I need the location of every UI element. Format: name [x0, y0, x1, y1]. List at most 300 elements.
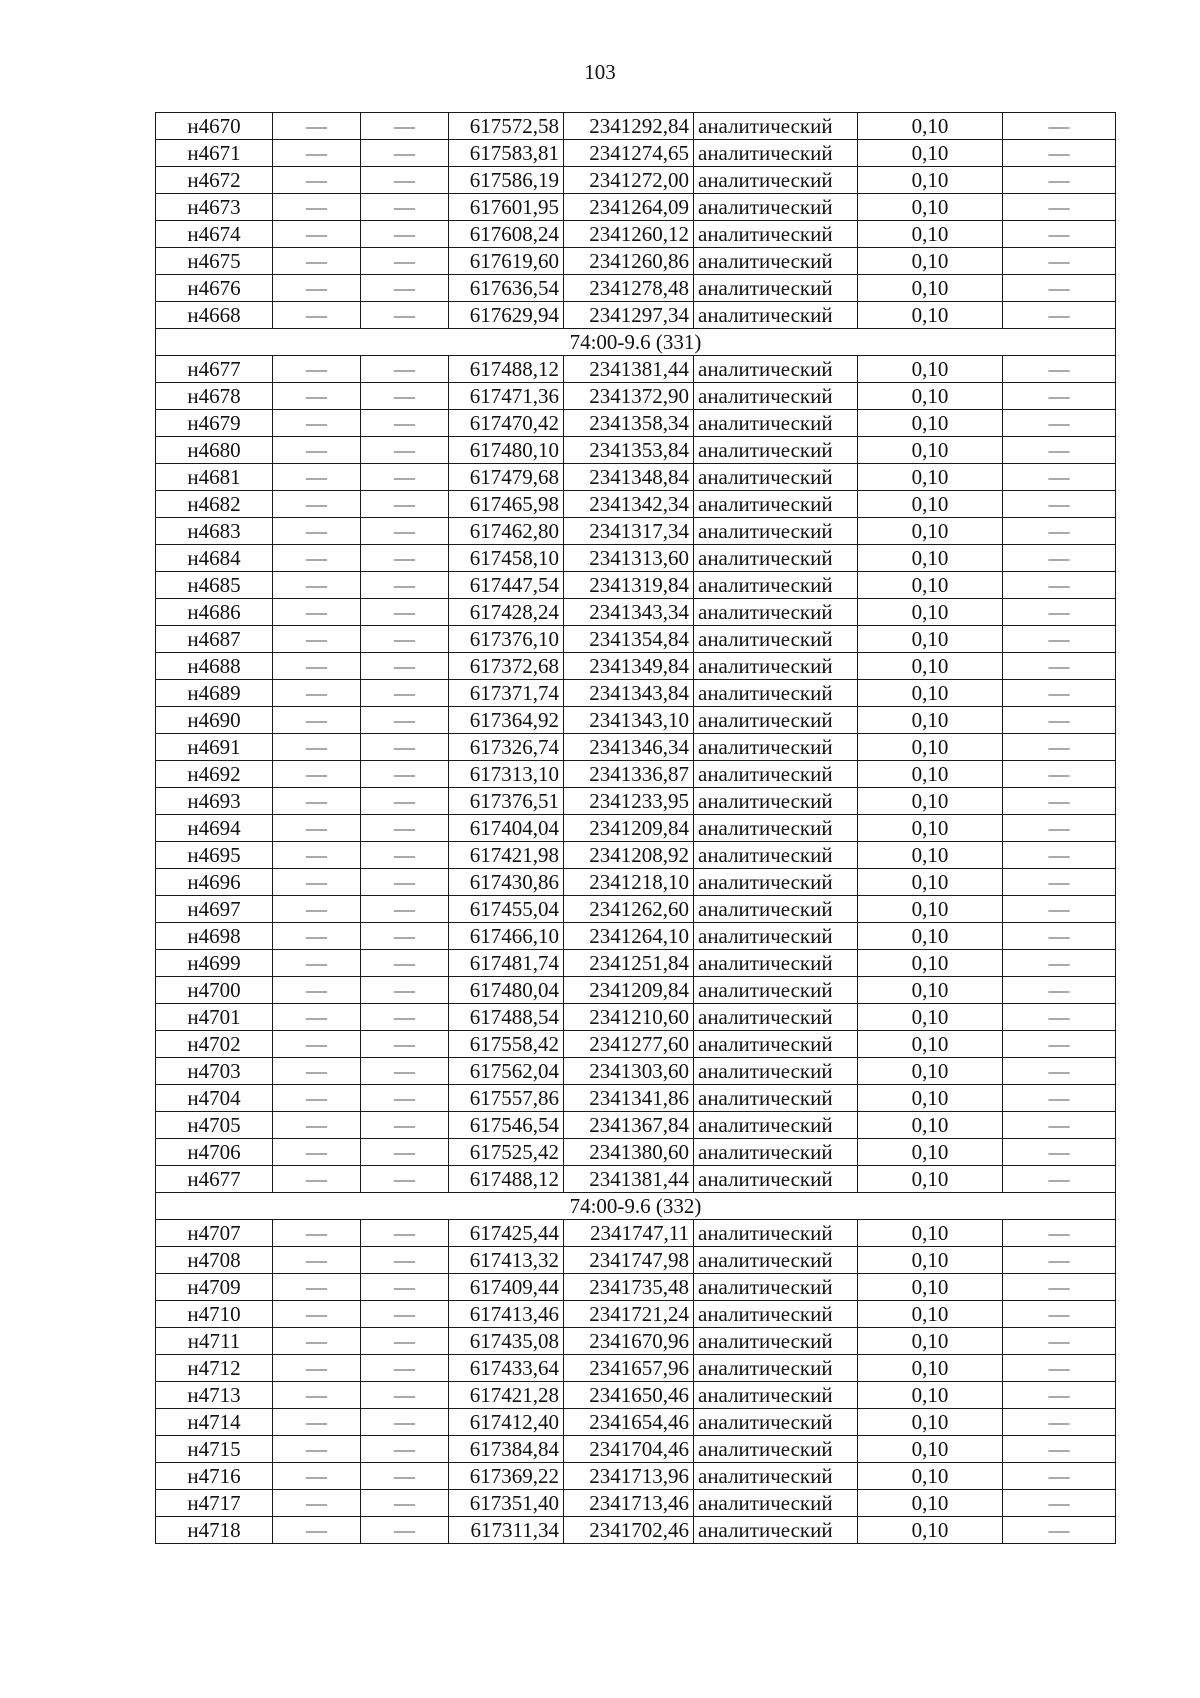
table-row: [156, 1382, 1116, 1409]
table-row: [156, 518, 1116, 545]
y-coordinate-cell: 2341262,60: [564, 896, 694, 923]
table-row: [156, 545, 1116, 572]
point-name-cell: н4677: [156, 1166, 273, 1193]
table-row: [156, 302, 1116, 329]
x-coordinate-cell: 617458,10: [449, 545, 564, 572]
empty-dash-cell: —: [361, 491, 449, 518]
x-coordinate-cell: 617488,54: [449, 1004, 564, 1031]
table-row: [156, 491, 1116, 518]
y-coordinate-cell: 2341277,60: [564, 1031, 694, 1058]
empty-dash-cell: —: [273, 1301, 361, 1328]
point-name-cell: н4681: [156, 464, 273, 491]
x-coordinate-cell: 617421,98: [449, 842, 564, 869]
empty-dash-cell: —: [273, 1220, 361, 1247]
method-cell: аналитический: [694, 302, 858, 329]
empty-dash-cell: —: [273, 491, 361, 518]
empty-dash-cell: —: [361, 599, 449, 626]
empty-dash-cell: —: [1003, 923, 1116, 950]
empty-dash-cell: —: [273, 869, 361, 896]
accuracy-cell: 0,10: [858, 221, 1003, 248]
method-cell: аналитический: [694, 572, 858, 599]
empty-dash-cell: —: [361, 1517, 449, 1544]
x-coordinate-cell: 617558,42: [449, 1031, 564, 1058]
empty-dash-cell: —: [1003, 1247, 1116, 1274]
point-name-cell: н4679: [156, 410, 273, 437]
x-coordinate-cell: 617371,74: [449, 680, 564, 707]
accuracy-cell: 0,10: [858, 1139, 1003, 1166]
empty-dash-cell: —: [1003, 1112, 1116, 1139]
empty-dash-cell: —: [273, 842, 361, 869]
table-row: [156, 1247, 1116, 1274]
accuracy-cell: 0,10: [858, 113, 1003, 140]
point-name-cell: н4674: [156, 221, 273, 248]
x-coordinate-cell: 617525,42: [449, 1139, 564, 1166]
empty-dash-cell: —: [361, 626, 449, 653]
accuracy-cell: 0,10: [858, 680, 1003, 707]
empty-dash-cell: —: [361, 734, 449, 761]
table-row: [156, 1517, 1116, 1544]
method-cell: аналитический: [694, 869, 858, 896]
empty-dash-cell: —: [361, 1274, 449, 1301]
x-coordinate-cell: 617480,04: [449, 977, 564, 1004]
empty-dash-cell: —: [361, 977, 449, 1004]
empty-dash-cell: —: [273, 1031, 361, 1058]
accuracy-cell: 0,10: [858, 707, 1003, 734]
empty-dash-cell: —: [1003, 545, 1116, 572]
accuracy-cell: 0,10: [858, 1004, 1003, 1031]
empty-dash-cell: —: [273, 1463, 361, 1490]
section-header-row: [156, 1193, 1116, 1220]
point-name-cell: н4672: [156, 167, 273, 194]
empty-dash-cell: —: [273, 1517, 361, 1544]
table-row: [156, 842, 1116, 869]
method-cell: аналитический: [694, 491, 858, 518]
y-coordinate-cell: 2341670,96: [564, 1328, 694, 1355]
empty-dash-cell: —: [361, 410, 449, 437]
point-name-cell: н4702: [156, 1031, 273, 1058]
x-coordinate-cell: 617629,94: [449, 302, 564, 329]
empty-dash-cell: —: [1003, 788, 1116, 815]
empty-dash-cell: —: [361, 1004, 449, 1031]
accuracy-cell: 0,10: [858, 626, 1003, 653]
x-coordinate-cell: 617372,68: [449, 653, 564, 680]
empty-dash-cell: —: [361, 1490, 449, 1517]
empty-dash-cell: —: [1003, 842, 1116, 869]
x-coordinate-cell: 617546,54: [449, 1112, 564, 1139]
x-coordinate-cell: 617425,44: [449, 1220, 564, 1247]
point-name-cell: н4704: [156, 1085, 273, 1112]
empty-dash-cell: —: [361, 869, 449, 896]
table-row: [156, 140, 1116, 167]
table-row: [156, 815, 1116, 842]
y-coordinate-cell: 2341747,98: [564, 1247, 694, 1274]
x-coordinate-cell: 617351,40: [449, 1490, 564, 1517]
empty-dash-cell: —: [1003, 1328, 1116, 1355]
method-cell: аналитический: [694, 815, 858, 842]
empty-dash-cell: —: [273, 1328, 361, 1355]
empty-dash-cell: —: [1003, 356, 1116, 383]
table-row: [156, 410, 1116, 437]
empty-dash-cell: —: [273, 167, 361, 194]
y-coordinate-cell: 2341210,60: [564, 1004, 694, 1031]
accuracy-cell: 0,10: [858, 1355, 1003, 1382]
empty-dash-cell: —: [361, 1112, 449, 1139]
method-cell: аналитический: [694, 410, 858, 437]
method-cell: аналитический: [694, 842, 858, 869]
x-coordinate-cell: 617384,84: [449, 1436, 564, 1463]
accuracy-cell: 0,10: [858, 491, 1003, 518]
point-name-cell: н4713: [156, 1382, 273, 1409]
y-coordinate-cell: 2341381,44: [564, 356, 694, 383]
x-coordinate-cell: 617412,40: [449, 1409, 564, 1436]
method-cell: аналитический: [694, 383, 858, 410]
empty-dash-cell: —: [1003, 383, 1116, 410]
method-cell: аналитический: [694, 113, 858, 140]
accuracy-cell: 0,10: [858, 518, 1003, 545]
method-cell: аналитический: [694, 545, 858, 572]
accuracy-cell: 0,10: [858, 977, 1003, 1004]
y-coordinate-cell: 2341233,95: [564, 788, 694, 815]
x-coordinate-cell: 617636,54: [449, 275, 564, 302]
table-row: [156, 437, 1116, 464]
empty-dash-cell: —: [273, 599, 361, 626]
empty-dash-cell: —: [361, 707, 449, 734]
method-cell: аналитический: [694, 1355, 858, 1382]
empty-dash-cell: —: [273, 410, 361, 437]
empty-dash-cell: —: [1003, 1409, 1116, 1436]
empty-dash-cell: —: [1003, 950, 1116, 977]
empty-dash-cell: —: [1003, 1085, 1116, 1112]
empty-dash-cell: —: [361, 1247, 449, 1274]
y-coordinate-cell: 2341702,46: [564, 1517, 694, 1544]
y-coordinate-cell: 2341349,84: [564, 653, 694, 680]
empty-dash-cell: —: [361, 383, 449, 410]
y-coordinate-cell: 2341317,34: [564, 518, 694, 545]
empty-dash-cell: —: [361, 302, 449, 329]
method-cell: аналитический: [694, 1220, 858, 1247]
x-coordinate-cell: 617455,04: [449, 896, 564, 923]
accuracy-cell: 0,10: [858, 1058, 1003, 1085]
empty-dash-cell: —: [361, 464, 449, 491]
point-name-cell: н4691: [156, 734, 273, 761]
accuracy-cell: 0,10: [858, 1085, 1003, 1112]
x-coordinate-cell: 617447,54: [449, 572, 564, 599]
point-name-cell: н4695: [156, 842, 273, 869]
coordinates-table: [155, 112, 1116, 1544]
method-cell: аналитический: [694, 1328, 858, 1355]
point-name-cell: н4685: [156, 572, 273, 599]
table-row: [156, 1355, 1116, 1382]
empty-dash-cell: —: [1003, 113, 1116, 140]
empty-dash-cell: —: [361, 518, 449, 545]
empty-dash-cell: —: [1003, 626, 1116, 653]
x-coordinate-cell: 617619,60: [449, 248, 564, 275]
empty-dash-cell: —: [361, 275, 449, 302]
empty-dash-cell: —: [361, 1301, 449, 1328]
empty-dash-cell: —: [1003, 815, 1116, 842]
method-cell: аналитический: [694, 167, 858, 194]
y-coordinate-cell: 2341343,10: [564, 707, 694, 734]
x-coordinate-cell: 617376,51: [449, 788, 564, 815]
point-name-cell: н4705: [156, 1112, 273, 1139]
point-name-cell: н4697: [156, 896, 273, 923]
point-name-cell: н4675: [156, 248, 273, 275]
section-title: 74:00-9.6 (332): [156, 1193, 1116, 1220]
y-coordinate-cell: 2341336,87: [564, 761, 694, 788]
method-cell: аналитический: [694, 248, 858, 275]
point-name-cell: н4694: [156, 815, 273, 842]
empty-dash-cell: —: [273, 1058, 361, 1085]
empty-dash-cell: —: [273, 1004, 361, 1031]
y-coordinate-cell: 2341704,46: [564, 1436, 694, 1463]
x-coordinate-cell: 617466,10: [449, 923, 564, 950]
table-row: [156, 707, 1116, 734]
table-row: [156, 869, 1116, 896]
point-name-cell: н4701: [156, 1004, 273, 1031]
table-row: [156, 1058, 1116, 1085]
empty-dash-cell: —: [273, 221, 361, 248]
empty-dash-cell: —: [1003, 1301, 1116, 1328]
table-row: [156, 1139, 1116, 1166]
x-coordinate-cell: 617480,10: [449, 437, 564, 464]
empty-dash-cell: —: [273, 518, 361, 545]
empty-dash-cell: —: [361, 1031, 449, 1058]
point-name-cell: н4677: [156, 356, 273, 383]
point-name-cell: н4688: [156, 653, 273, 680]
empty-dash-cell: —: [1003, 1436, 1116, 1463]
accuracy-cell: 0,10: [858, 302, 1003, 329]
y-coordinate-cell: 2341251,84: [564, 950, 694, 977]
point-name-cell: н4676: [156, 275, 273, 302]
method-cell: аналитический: [694, 626, 858, 653]
y-coordinate-cell: 2341346,34: [564, 734, 694, 761]
accuracy-cell: 0,10: [858, 1409, 1003, 1436]
accuracy-cell: 0,10: [858, 545, 1003, 572]
empty-dash-cell: —: [273, 734, 361, 761]
empty-dash-cell: —: [1003, 437, 1116, 464]
method-cell: аналитический: [694, 1166, 858, 1193]
empty-dash-cell: —: [1003, 599, 1116, 626]
empty-dash-cell: —: [273, 896, 361, 923]
table-row: [156, 1112, 1116, 1139]
accuracy-cell: 0,10: [858, 1274, 1003, 1301]
empty-dash-cell: —: [273, 1355, 361, 1382]
y-coordinate-cell: 2341353,84: [564, 437, 694, 464]
empty-dash-cell: —: [273, 1247, 361, 1274]
accuracy-cell: 0,10: [858, 869, 1003, 896]
empty-dash-cell: —: [273, 1490, 361, 1517]
table-row: [156, 950, 1116, 977]
table-row: [156, 275, 1116, 302]
y-coordinate-cell: 2341735,48: [564, 1274, 694, 1301]
section-title: 74:00-9.6 (331): [156, 329, 1116, 356]
point-name-cell: н4692: [156, 761, 273, 788]
method-cell: аналитический: [694, 1112, 858, 1139]
y-coordinate-cell: 2341260,86: [564, 248, 694, 275]
empty-dash-cell: —: [1003, 1058, 1116, 1085]
table-row: [156, 572, 1116, 599]
x-coordinate-cell: 617465,98: [449, 491, 564, 518]
y-coordinate-cell: 2341380,60: [564, 1139, 694, 1166]
point-name-cell: н4706: [156, 1139, 273, 1166]
point-name-cell: н4700: [156, 977, 273, 1004]
method-cell: аналитический: [694, 653, 858, 680]
x-coordinate-cell: 617430,86: [449, 869, 564, 896]
x-coordinate-cell: 617433,64: [449, 1355, 564, 1382]
table-row: [156, 1409, 1116, 1436]
empty-dash-cell: —: [273, 383, 361, 410]
x-coordinate-cell: 617586,19: [449, 167, 564, 194]
method-cell: аналитический: [694, 1247, 858, 1274]
point-name-cell: н4670: [156, 113, 273, 140]
method-cell: аналитический: [694, 1004, 858, 1031]
y-coordinate-cell: 2341264,09: [564, 194, 694, 221]
method-cell: аналитический: [694, 599, 858, 626]
empty-dash-cell: —: [361, 815, 449, 842]
empty-dash-cell: —: [361, 788, 449, 815]
empty-dash-cell: —: [361, 842, 449, 869]
point-name-cell: н4687: [156, 626, 273, 653]
empty-dash-cell: —: [273, 788, 361, 815]
method-cell: аналитический: [694, 1274, 858, 1301]
point-name-cell: н4668: [156, 302, 273, 329]
point-name-cell: н4715: [156, 1436, 273, 1463]
x-coordinate-cell: 617326,74: [449, 734, 564, 761]
accuracy-cell: 0,10: [858, 1166, 1003, 1193]
y-coordinate-cell: 2341297,34: [564, 302, 694, 329]
x-coordinate-cell: 617462,80: [449, 518, 564, 545]
point-name-cell: н4673: [156, 194, 273, 221]
empty-dash-cell: —: [1003, 761, 1116, 788]
point-name-cell: н4708: [156, 1247, 273, 1274]
empty-dash-cell: —: [1003, 572, 1116, 599]
table-row: [156, 977, 1116, 1004]
empty-dash-cell: —: [361, 1220, 449, 1247]
method-cell: аналитический: [694, 680, 858, 707]
empty-dash-cell: —: [273, 1409, 361, 1436]
point-name-cell: н4716: [156, 1463, 273, 1490]
method-cell: аналитический: [694, 1382, 858, 1409]
accuracy-cell: 0,10: [858, 356, 1003, 383]
accuracy-cell: 0,10: [858, 275, 1003, 302]
accuracy-cell: 0,10: [858, 1247, 1003, 1274]
empty-dash-cell: —: [361, 113, 449, 140]
y-coordinate-cell: 2341372,90: [564, 383, 694, 410]
empty-dash-cell: —: [273, 950, 361, 977]
accuracy-cell: 0,10: [858, 761, 1003, 788]
empty-dash-cell: —: [1003, 1139, 1116, 1166]
accuracy-cell: 0,10: [858, 653, 1003, 680]
section-header-row: [156, 329, 1116, 356]
empty-dash-cell: —: [361, 896, 449, 923]
accuracy-cell: 0,10: [858, 815, 1003, 842]
table-row: [156, 1436, 1116, 1463]
point-name-cell: н4683: [156, 518, 273, 545]
table-row: [156, 221, 1116, 248]
empty-dash-cell: —: [361, 1166, 449, 1193]
empty-dash-cell: —: [361, 140, 449, 167]
empty-dash-cell: —: [273, 653, 361, 680]
y-coordinate-cell: 2341381,44: [564, 1166, 694, 1193]
empty-dash-cell: —: [1003, 1220, 1116, 1247]
table-row: [156, 1085, 1116, 1112]
empty-dash-cell: —: [361, 653, 449, 680]
accuracy-cell: 0,10: [858, 896, 1003, 923]
x-coordinate-cell: 617583,81: [449, 140, 564, 167]
accuracy-cell: 0,10: [858, 248, 1003, 275]
point-name-cell: н4699: [156, 950, 273, 977]
accuracy-cell: 0,10: [858, 1382, 1003, 1409]
y-coordinate-cell: 2341358,34: [564, 410, 694, 437]
x-coordinate-cell: 617488,12: [449, 356, 564, 383]
method-cell: аналитический: [694, 923, 858, 950]
empty-dash-cell: —: [273, 707, 361, 734]
accuracy-cell: 0,10: [858, 1490, 1003, 1517]
empty-dash-cell: —: [273, 572, 361, 599]
accuracy-cell: 0,10: [858, 167, 1003, 194]
table-row: [156, 1166, 1116, 1193]
method-cell: аналитический: [694, 788, 858, 815]
table-row: [156, 761, 1116, 788]
y-coordinate-cell: 2341367,84: [564, 1112, 694, 1139]
table-row: [156, 923, 1116, 950]
y-coordinate-cell: 2341303,60: [564, 1058, 694, 1085]
empty-dash-cell: —: [1003, 464, 1116, 491]
y-coordinate-cell: 2341209,84: [564, 815, 694, 842]
table-row: [156, 194, 1116, 221]
empty-dash-cell: —: [1003, 707, 1116, 734]
empty-dash-cell: —: [273, 1382, 361, 1409]
empty-dash-cell: —: [1003, 896, 1116, 923]
point-name-cell: н4707: [156, 1220, 273, 1247]
empty-dash-cell: —: [361, 1058, 449, 1085]
y-coordinate-cell: 2341260,12: [564, 221, 694, 248]
empty-dash-cell: —: [273, 977, 361, 1004]
table-row: [156, 1328, 1116, 1355]
x-coordinate-cell: 617608,24: [449, 221, 564, 248]
empty-dash-cell: —: [1003, 1490, 1116, 1517]
empty-dash-cell: —: [361, 1382, 449, 1409]
x-coordinate-cell: 617369,22: [449, 1463, 564, 1490]
method-cell: аналитический: [694, 1517, 858, 1544]
point-name-cell: н4712: [156, 1355, 273, 1382]
empty-dash-cell: —: [273, 1112, 361, 1139]
empty-dash-cell: —: [361, 1463, 449, 1490]
empty-dash-cell: —: [273, 140, 361, 167]
point-name-cell: н4717: [156, 1490, 273, 1517]
x-coordinate-cell: 617572,58: [449, 113, 564, 140]
point-name-cell: н4693: [156, 788, 273, 815]
method-cell: аналитический: [694, 1409, 858, 1436]
table-row: [156, 734, 1116, 761]
y-coordinate-cell: 2341341,86: [564, 1085, 694, 1112]
x-coordinate-cell: 617313,10: [449, 761, 564, 788]
empty-dash-cell: —: [273, 626, 361, 653]
y-coordinate-cell: 2341747,11: [564, 1220, 694, 1247]
accuracy-cell: 0,10: [858, 410, 1003, 437]
accuracy-cell: 0,10: [858, 1328, 1003, 1355]
empty-dash-cell: —: [273, 1085, 361, 1112]
x-coordinate-cell: 617413,46: [449, 1301, 564, 1328]
empty-dash-cell: —: [361, 680, 449, 707]
table-row: [156, 113, 1116, 140]
empty-dash-cell: —: [273, 275, 361, 302]
empty-dash-cell: —: [273, 1274, 361, 1301]
accuracy-cell: 0,10: [858, 1517, 1003, 1544]
empty-dash-cell: —: [273, 815, 361, 842]
point-name-cell: н4711: [156, 1328, 273, 1355]
empty-dash-cell: —: [1003, 977, 1116, 1004]
